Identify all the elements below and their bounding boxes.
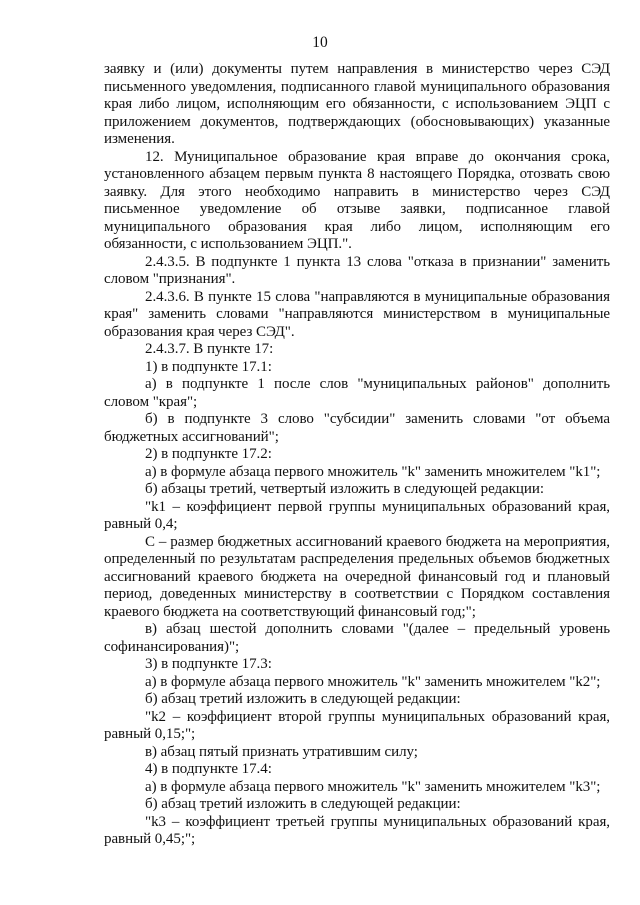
paragraph: С – размер бюджетных ассигнований краевого бюджета на мероприятия, определенный по результатам распределения предельных объемов бюджетных ассигнований краевого бюджета на очередной финансовый год и плановый период, доведенных министерству в соответствии с Порядком составления краевого бюджета на соответствующий финансовый год;"; (104, 533, 610, 620)
paragraph: а) в формуле абзаца первого множитель "k" заменить множителем "k1"; (145, 463, 601, 480)
paragraph: а) в формуле абзаца первого множитель "k" заменить множителем "k3"; (145, 778, 601, 795)
paragraph: б) абзац третий изложить в следующей редакции: (145, 691, 461, 707)
paragraph: 1) в подпункте 17.1: (145, 358, 272, 375)
document-body (104, 61, 610, 849)
paragraph: "k2 – коэффициент второй группы муниципальных образований края, равный 0,15;"; (104, 708, 610, 742)
paragraph: в) абзац шестой дополнить словами "(далее – предельный уровень софинансирования)"; (104, 621, 610, 655)
paragraph: б) абзац третий изложить в следующей редакции: (145, 796, 461, 812)
paragraph: 3) в подпункте 17.3: (145, 656, 272, 672)
paragraph: 2.4.3.6. В пункте 15 слова "направляются в муниципальные образования края" заменить словами "направляются министерством в муниципальные образования края через СЭД". (104, 288, 610, 340)
paragraph: б) в подпункте 3 слово "субсидии" заменить словами "от объема бюджетных ассигнований"; (104, 411, 610, 445)
paragraph: 2.4.3.7. В пункте 17: (145, 341, 274, 357)
paragraph: а) в подпункте 1 после слов "муниципальных районов" дополнить словом "края"; (104, 376, 610, 410)
paragraph: 12. Муниципальное образование края вправе до окончания срока, установленного абзацем первым пункта 8 настоящего Порядка, отозвать свою заявку. Для этого необходимо направить в министерство через СЭД письменное уведомление об отзыве заявки, подписанное главой муниципального образования края либо лицом, исполняющим его обязанности, с использованием ЭЦП.". (104, 148, 610, 252)
paragraph: заявку и (или) документы путем направления в министерство через СЭД письменного уведомления, подписанного главой муниципального образования края либо лицом, исполняющим его обязанности, с использованием ЭЦП с приложением документов, подтверждающих (обосновывающих) указанные изменения. (104, 61, 610, 147)
paragraph: а) в формуле абзаца первого множитель "k" заменить множителем "k2"; (145, 673, 601, 690)
paragraph: "k3 – коэффициент третьей группы муниципальных образований края, равный 0,45;"; (104, 813, 610, 847)
paragraph: 2) в подпункте 17.2: (145, 446, 272, 462)
paragraph: "k1 – коэффициент первой группы муниципальных образований края, равный 0,4; (104, 498, 610, 532)
page-number: 10 (312, 34, 328, 51)
paragraph: 2.4.3.5. В подпункте 1 пункта 13 слова "отказа в признании" заменить словом "признания". (104, 253, 610, 287)
paragraph: 4) в подпункте 17.4: (145, 761, 272, 777)
paragraph: б) абзацы третий, четвертый изложить в следующей редакции: (145, 481, 544, 497)
paragraph: в) абзац пятый признать утратившим силу; (145, 743, 418, 760)
